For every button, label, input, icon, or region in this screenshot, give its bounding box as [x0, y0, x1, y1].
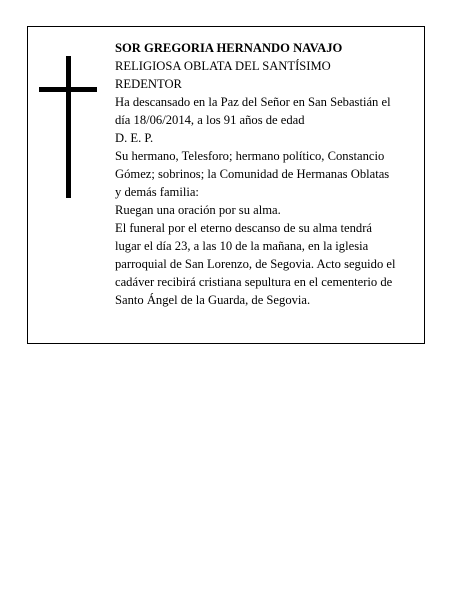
family-mourners: Su hermano, Telesforo; hermano político, Constancio Gómez; sobrinos; la Comunidad de Hermanas Oblatas y demás familia:	[115, 149, 390, 199]
latin-cross-icon	[39, 56, 97, 198]
cross-horizontal-bar	[39, 87, 97, 92]
obituary-notice	[27, 26, 425, 344]
prayer-request: Ruegan una oración por su alma.	[115, 203, 281, 217]
funeral-details: El funeral por el eterno descanso de su alma tendrá lugar el día 23, a las 10 de la mañana, en la iglesia parroquial de San Lorenzo, de Segovia. Acto seguido el cadáver recibirá cristiana sepultura en el cementerio de Santo Ángel de la Guarda, de Segovia.	[115, 221, 396, 307]
deceased-name: SOR GREGORIA HERNANDO NAVAJO	[115, 41, 343, 55]
death-announcement: Ha descansado en la Paz del Señor en San Sebastián el día 18/06/2014, a los 91 años de edad	[115, 95, 391, 127]
cross-vertical-bar	[66, 56, 71, 198]
rest-in-peace: D. E. P.	[115, 131, 154, 145]
notice-text-block	[115, 39, 421, 309]
religious-title: RELIGIOSA OBLATA DEL SANTÍSIMO REDENTOR	[115, 59, 331, 91]
